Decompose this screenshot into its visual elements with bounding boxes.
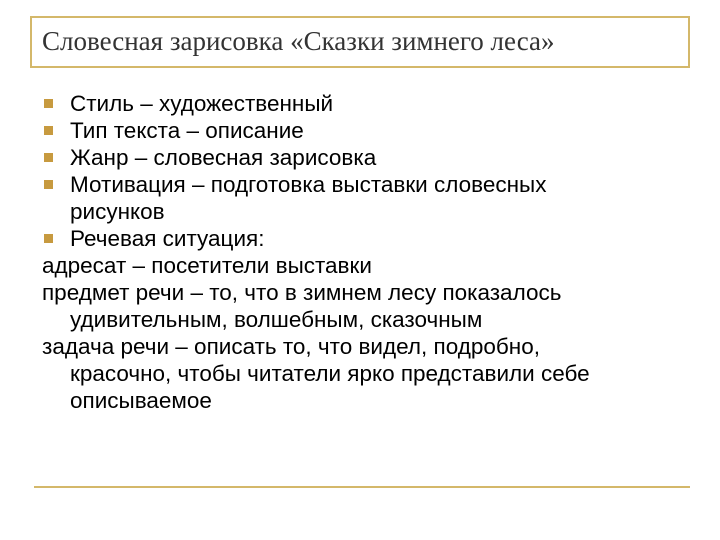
frame-line-bottom [34, 486, 690, 488]
square-bullet-icon [44, 153, 53, 162]
bullet-text: Жанр – словесная зарисовка [70, 145, 377, 170]
bullet-item-motivation [42, 171, 687, 225]
frame-line-left [30, 16, 32, 68]
bullet-item-speech-situation [42, 225, 687, 252]
bullet-text-continuation: рисунков [70, 199, 165, 224]
line-task [42, 333, 687, 414]
square-bullet-icon [44, 126, 53, 135]
bullet-text: Тип текста – описание [70, 118, 304, 143]
bullet-item-text-type [42, 117, 687, 144]
slide-content [42, 90, 687, 414]
bullet-item-style [42, 90, 687, 117]
slide-title: Словесная зарисовка «Сказки зимнего леса» [42, 26, 555, 56]
square-bullet-icon [44, 180, 53, 189]
line-subject-part-1: предмет речи – то, что в зимнем лесу показалось [42, 280, 562, 305]
bullet-text: Речевая ситуация: [70, 226, 265, 251]
line-task-part-1: задача речи – описать то, что видел, подробно, [42, 334, 540, 359]
square-bullet-icon [44, 99, 53, 108]
line-subject-part-2: удивительным, волшебным, сказочным [70, 307, 483, 332]
line-task-part-2: красочно, чтобы читатели ярко представили себе [70, 361, 590, 386]
frame-line-right [688, 16, 690, 68]
line-task-part-3: описываемое [70, 388, 212, 413]
square-bullet-icon [44, 234, 53, 243]
line-subject [42, 279, 687, 333]
bullet-text: Мотивация – подготовка выставки словесных [70, 172, 547, 197]
bullet-text: Стиль – художественный [70, 91, 334, 116]
frame-line-top [30, 16, 690, 18]
line-addressee: адресат – посетители выставки [42, 253, 372, 278]
frame-line-title-bottom [30, 66, 690, 68]
bullet-item-genre [42, 144, 687, 171]
